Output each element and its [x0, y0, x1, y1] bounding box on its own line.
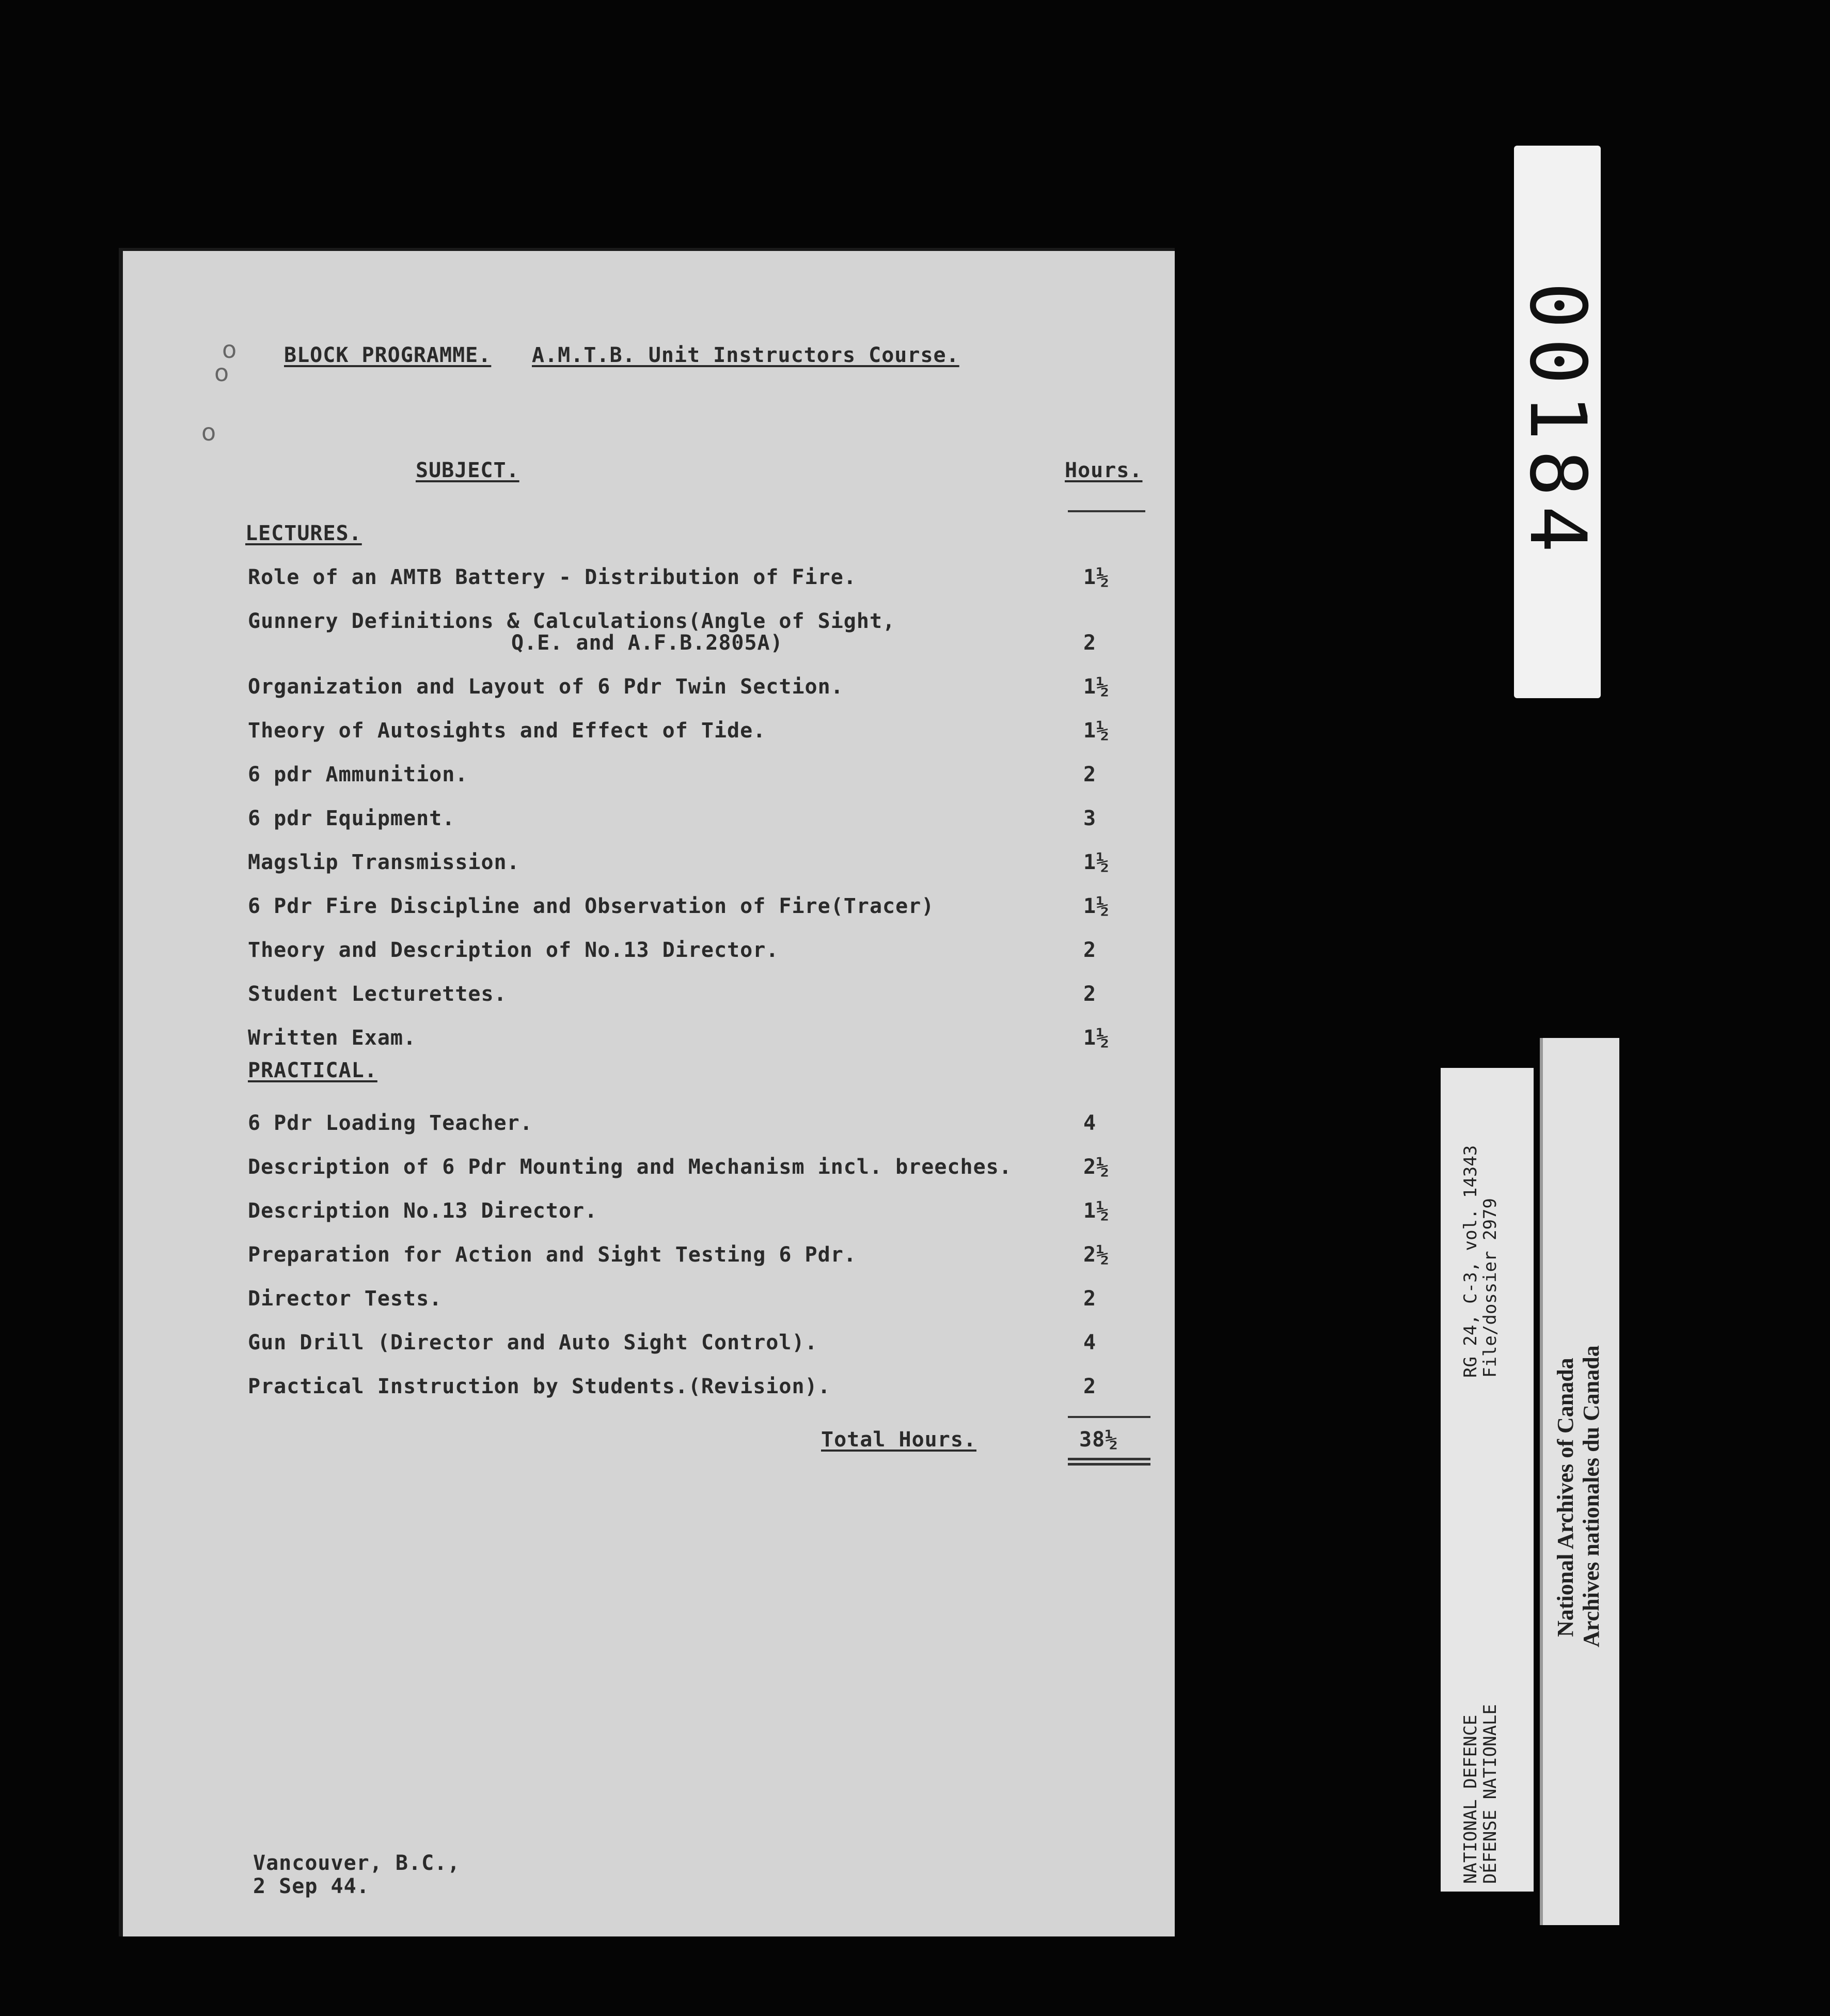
practical-row: 6 Pdr Loading Teacher. 4 — [248, 1111, 1097, 1135]
archives-name-french: Archives nationales du Canada — [1579, 1345, 1604, 1647]
lecture-row: Written Exam. 1½ — [248, 1026, 1110, 1050]
total-hours-value: 38½ — [1079, 1428, 1118, 1452]
national-archives-label — [1540, 1038, 1619, 1925]
binder-hole-mark: o — [214, 359, 229, 387]
section-heading-practical: PRACTICAL. — [248, 1059, 377, 1082]
reference-line-1: RG 24, C-3, vol. 14343 — [1460, 1145, 1481, 1378]
practical-row: Description of 6 Pdr Mounting and Mechanism incl. breeches. 2½ — [248, 1155, 1110, 1179]
practical-row: Description No.13 Director. 1½ — [248, 1199, 1110, 1223]
document-date: 2 Sep 44. — [253, 1875, 370, 1898]
archives-name-english: National Archives of Canada — [1553, 1358, 1578, 1637]
lecture-row: 6 pdr Equipment. 3 — [248, 807, 1097, 830]
lecture-row: Theory and Description of No.13 Director. 2 — [248, 938, 1097, 962]
lecture-row: Student Lecturettes. 2 — [248, 982, 1097, 1006]
lecture-row: Role of an AMTB Battery - Distribution of Fire. 1½ — [248, 565, 1110, 589]
typed-document-page — [119, 248, 1175, 1936]
lecture-row: Magslip Transmission. 1½ — [248, 850, 1110, 874]
hours-column-rule — [1068, 510, 1145, 512]
practical-row: Practical Instruction by Students.(Revision). 2 — [248, 1375, 1097, 1398]
archive-reference-label — [1441, 1068, 1534, 1892]
lecture-row: Theory of Autosights and Effect of Tide. 1½ — [248, 719, 1110, 743]
frame-number: 00184 — [1512, 282, 1602, 562]
total-rule-double-2 — [1068, 1463, 1150, 1466]
total-rule-double-1 — [1068, 1458, 1150, 1460]
microfilm-frame-number-strip — [1514, 146, 1601, 698]
document-title-right: A.M.T.B. Unit Instructors Course. — [532, 343, 959, 367]
department-line-1: NATIONAL DEFENCE — [1460, 1714, 1481, 1884]
lecture-row-continuation: Q.E. and A.F.B.2805A) 2 — [511, 631, 1097, 655]
total-rule-top — [1068, 1416, 1150, 1418]
lecture-row: Gunnery Definitions & Calculations(Angle of Sight, — [248, 609, 896, 633]
binder-hole-mark: o — [222, 336, 237, 364]
practical-row: Director Tests. 2 — [248, 1287, 1097, 1311]
total-hours-label: Total Hours. — [821, 1428, 976, 1452]
section-heading-lectures: LECTURES. — [245, 522, 362, 545]
document-place: Vancouver, B.C., — [253, 1851, 461, 1875]
binder-hole-mark: o — [201, 418, 216, 446]
document-title-left: BLOCK PROGRAMME. — [284, 343, 492, 367]
column-header-hours: Hours. — [1065, 459, 1143, 482]
practical-row: Preparation for Action and Sight Testing 6 Pdr. 2½ — [248, 1243, 1110, 1267]
practical-row: Gun Drill (Director and Auto Sight Control). 4 — [248, 1331, 1097, 1354]
lecture-row: 6 pdr Ammunition. 2 — [248, 763, 1097, 786]
department-line-2: DÉFENSE NATIONALE — [1480, 1704, 1501, 1884]
lecture-row: 6 Pdr Fire Discipline and Observation of Fire(Tracer) 1½ — [248, 894, 1110, 918]
reference-line-2: File/dossier 2979 — [1480, 1198, 1501, 1378]
column-header-subject: SUBJECT. — [416, 459, 519, 482]
lecture-row: Organization and Layout of 6 Pdr Twin Section. 1½ — [248, 675, 1110, 699]
